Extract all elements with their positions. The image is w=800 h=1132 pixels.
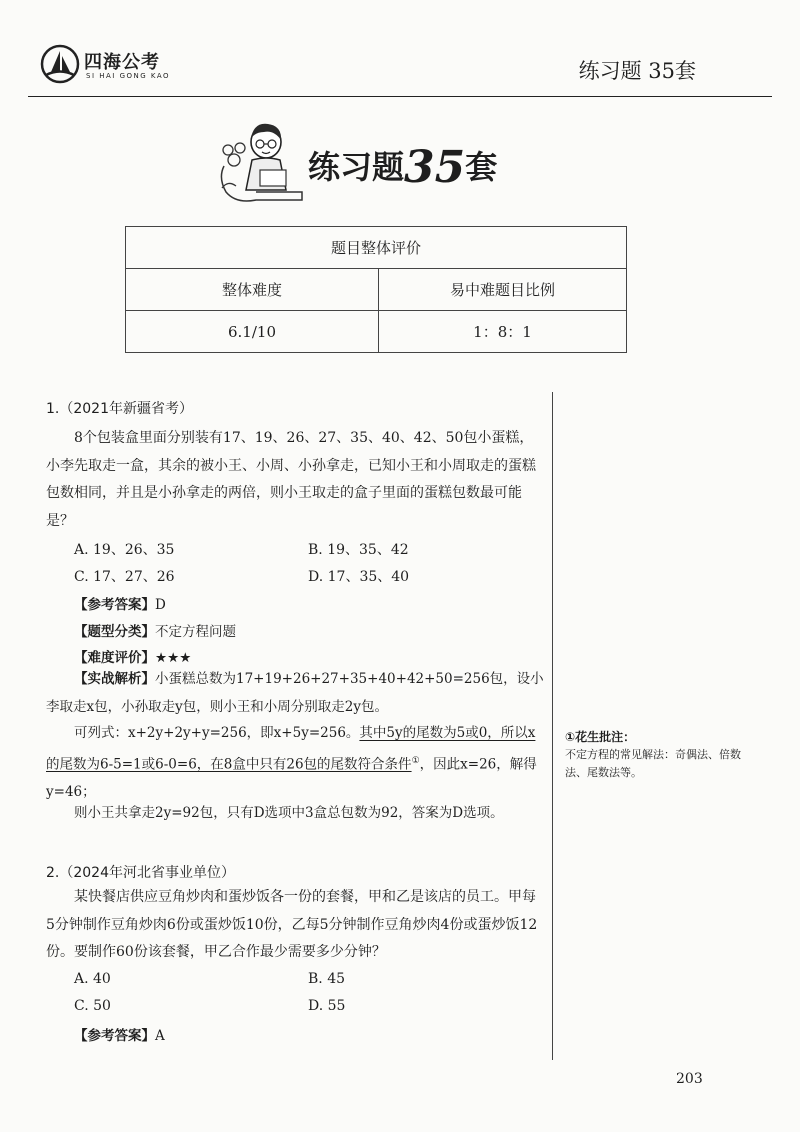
header-divider [28,96,772,97]
q1-option-a: A. 19、26、35 [74,542,175,558]
mascot-illustration-icon [216,118,308,210]
q2-option-b: B. 45 [308,971,346,987]
answer-value: D [155,597,166,613]
q1-stem: 8个包装盒里面分别装有17、19、26、27、35、40、42、50包小蛋糕，小李先取走一盒，其余的被小王、小周、小孙拿走，已知小王和小周取走的蛋糕包数相同，并且是小孙拿走的两倍，则小王取走的盒子里面的蛋糕包数最可能是？ [46,430,536,529]
q2-answer-label: 【参考答案】 [74,1028,155,1044]
header-section-title: 练习题 35套 [578,59,696,83]
q2-option-a: A. 40 [74,971,111,987]
title-suffix: 套 [465,148,498,186]
footnote-marker: ① [411,755,420,766]
side-note-body: 不定方程的常见解法：奇偶法、倍数法、尾数法等。 [565,748,741,779]
analysis-label: 【实战解析】 [74,671,155,687]
q1-option-b: B. 19、35、42 [308,542,409,558]
q1-option-d: D. 17、35、40 [308,569,410,585]
analysis-text-1: 小蛋糕总数为17+19+26+27+35+40+42+50=256包，设小李取走x包，小孙取走y包，则小王和小周分别取走2y包。 [46,671,544,715]
answer-label: 【参考答案】 [74,597,155,613]
title-prefix: 练习题 [308,148,405,186]
brand-subtext: SI HAI GONG KAO [86,72,171,80]
sail-logo-icon [40,44,80,84]
q2-option-c: C. 50 [74,998,111,1014]
type-value: 不定方程问题 [155,624,236,640]
page-number: 203 [676,1071,703,1087]
difficulty-value: 6.1/10 [126,311,379,353]
q2-option-d: D. 55 [308,998,346,1014]
q2-answer [74,1024,165,1044]
q2-answer-value: A [155,1028,165,1044]
ratio-value: 1：8：1 [379,311,627,353]
brand-logo [40,44,210,88]
title-number: 35 [404,142,466,193]
q1-header: 1.（2021年新疆省考） [46,401,193,417]
margin-divider [552,392,553,1060]
q1-answer [74,593,166,613]
q1-analysis-3: 则小王共拿走2y=92包，只有D选项中3盒总包数为92，答案为D选项。 [74,805,504,821]
ratio-label: 易中难题目比例 [379,269,627,311]
q1-analysis-2 [46,720,544,806]
q1-difficulty [74,646,191,666]
q1-analysis-1 [46,666,544,721]
evaluation-heading: 题目整体评价 [126,227,627,269]
page-title [308,142,497,193]
analysis-text-2b-underlined: 其中5y的尾数为5或0，所以x的尾数为6-5=1或6-0=6，在8盒中只有26包的尾数符合条件 [46,725,536,772]
q1-option-c: C. 17、27、26 [74,569,175,585]
q2-stem: 某快餐店供应豆角炒肉和蛋炒饭各一份的套餐，甲和乙是该店的员工。甲每5分钟制作豆角炒肉6份或蛋炒饭10份，乙每5分钟制作豆角炒肉4份或蛋炒饭12份。要制作60份该套餐，甲乙合作最少需要多少分钟？ [46,889,538,960]
q1-type [74,620,236,640]
difficulty-label: 整体难度 [126,269,379,311]
difficulty-stars: ★★★ [155,650,192,666]
evaluation-table [125,226,627,353]
difficulty-rating-label: 【难度评价】 [74,650,155,666]
q2-header: 2.（2024年河北省事业单位） [46,865,235,881]
side-note-title: ①花生批注： [565,730,636,744]
analysis-text-2a: 可列式：x+2y+2y+y=256，即x+5y=256。 [74,725,360,741]
brand-name: 四海公考 [84,52,160,73]
type-label: 【题型分类】 [74,624,155,640]
analysis-text-2c: ，因此x=26，解得y=46； [46,756,537,800]
